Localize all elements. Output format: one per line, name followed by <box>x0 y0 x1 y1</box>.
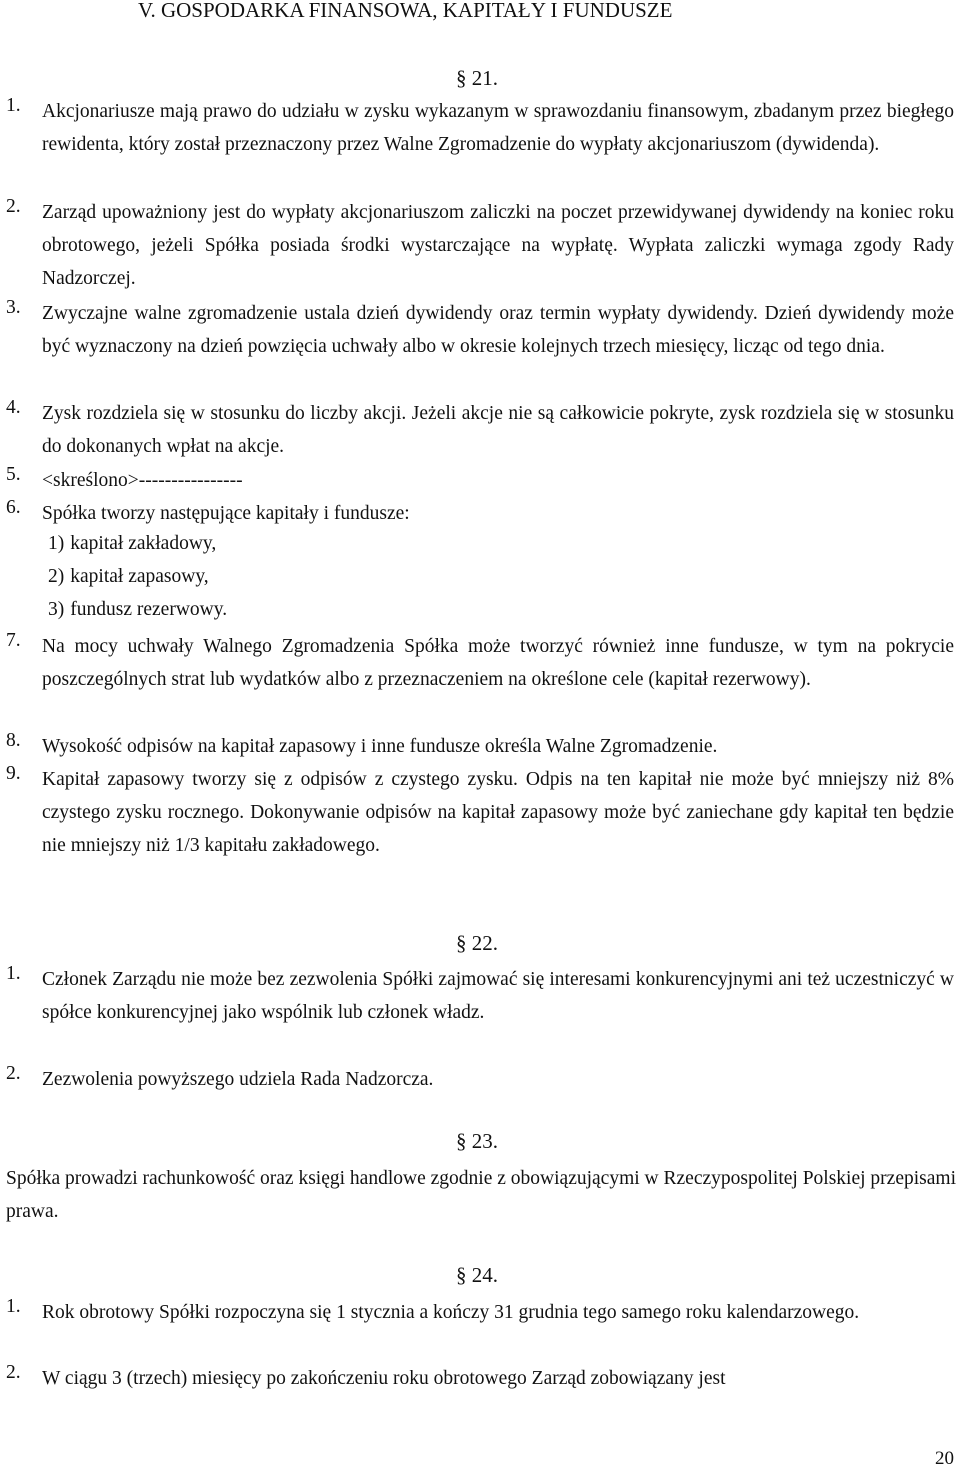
item-text: Akcjonariusze mają prawo do udziału w zysku wykazanym w sprawozdaniu finansowym, zbadanym przez biegłego rewidenta, który został przeznaczony przez Walne Zgromadzenie do wypłaty akcjonariuszom (dywidenda). <box>42 101 954 156</box>
subitem-text: fundusz rezerwowy. <box>70 599 228 620</box>
item-text: Na mocy uchwały Walnego Zgromadzenia Spółka może tworzyć również inne fundusze, w tym na pokrycie poszczególnych strat lub wydatków albo z przeznaczeniem na określone cele (kapitał rezerwowy). <box>42 636 954 691</box>
item-number: 2. <box>6 1063 21 1084</box>
item-number: 9. <box>6 763 21 784</box>
section-heading-22: § 22. <box>456 931 498 955</box>
item-text: W ciągu 3 (trzech) miesięcy po zakończeniu roku obrotowego Zarząd zobowiązany jest <box>42 1368 726 1389</box>
item-number: 2. <box>6 196 21 217</box>
item-number: 1. <box>6 963 21 984</box>
item-text: Rok obrotowy Spółki rozpoczyna się 1 stycznia a kończy 31 grudnia tego samego roku kalendarzowego. <box>42 1302 860 1323</box>
item-number: 4. <box>6 397 21 418</box>
chapter-title: V. GOSPODARKA FINANSOWA, KAPITAŁY I FUNDUSZE <box>138 0 673 22</box>
s21-subitem-1 <box>48 533 216 555</box>
section-heading-24: § 24. <box>456 1263 498 1287</box>
s21-subitem-2 <box>48 566 209 588</box>
subitem-text: kapitał zapasowy, <box>70 566 209 587</box>
item-number: 6. <box>6 497 21 518</box>
item-text: Zarząd upoważniony jest do wypłaty akcjonariuszom zaliczki na poczet przewidywanej dywidendy na koniec roku obrotowego, jeżeli Spółka posiada środki wystarczające na wypłatę. Wypłata zaliczki wymaga zgody Rady Nadzorczej. <box>42 202 954 290</box>
item-text: Spółka tworzy następujące kapitały i fundusze: <box>42 503 410 524</box>
item-text: Wysokość odpisów na kapitał zapasowy i inne fundusze określa Walne Zgromadzenie. <box>42 736 718 757</box>
item-text: <skreślono>---------------- <box>42 470 243 491</box>
page-number: 20 <box>935 1448 954 1469</box>
item-number: 3. <box>6 297 21 318</box>
item-text: Zysk rozdziela się w stosunku do liczby akcji. Jeżeli akcje nie są całkowicie pokryte, zysk rozdziela się w stosunku do dokonanych wpłat na akcje. <box>42 403 954 458</box>
subitem-text: kapitał zakładowy, <box>70 533 217 554</box>
item-text: Członek Zarządu nie może bez zezwolenia Spółki zajmować się interesami konkurencyjnymi ani też uczestniczyć w spółce konkurencyjnej jako wspólnik lub członek władz. <box>42 969 954 1024</box>
item-number: 7. <box>6 630 21 651</box>
s23-paragraph: Spółka prowadzi rachunkowość oraz księgi handlowe zgodnie z obowiązującymi w Rzeczypospolitej Polskiej przepisami prawa. <box>6 1168 956 1222</box>
s21-subitem-3 <box>48 599 227 621</box>
item-number: 5. <box>6 464 21 485</box>
subitem-number: 1) <box>48 533 65 554</box>
item-number: 2. <box>6 1362 21 1383</box>
item-number: 8. <box>6 730 21 751</box>
subitem-number: 3) <box>48 599 65 620</box>
item-text: Zwyczajne walne zgromadzenie ustala dzień dywidendy oraz termin wypłaty dywidendy. Dzień dywidendy może być wyznaczony na dzień powzięcia uchwały albo w okresie kolejnych trzech miesięcy, licząc od tego dnia. <box>42 303 954 358</box>
item-number: 1. <box>6 1296 21 1317</box>
section-heading-23: § 23. <box>456 1129 498 1153</box>
subitem-number: 2) <box>48 566 65 587</box>
section-heading-21: § 21. <box>456 66 498 90</box>
item-text: Zezwolenia powyższego udziela Rada Nadzorcza. <box>42 1069 434 1090</box>
item-number: 1. <box>6 95 21 116</box>
item-text: Kapitał zapasowy tworzy się z odpisów z czystego zysku. Odpis na ten kapitał nie może być mniejszy niż 8% czystego zysku rocznego. Dokonywanie odpisów na kapitał zapasowy może być zaniechane gdy kapitał ten będzie nie mniejszy niż 1/3 kapitału zakładowego. <box>42 769 954 857</box>
